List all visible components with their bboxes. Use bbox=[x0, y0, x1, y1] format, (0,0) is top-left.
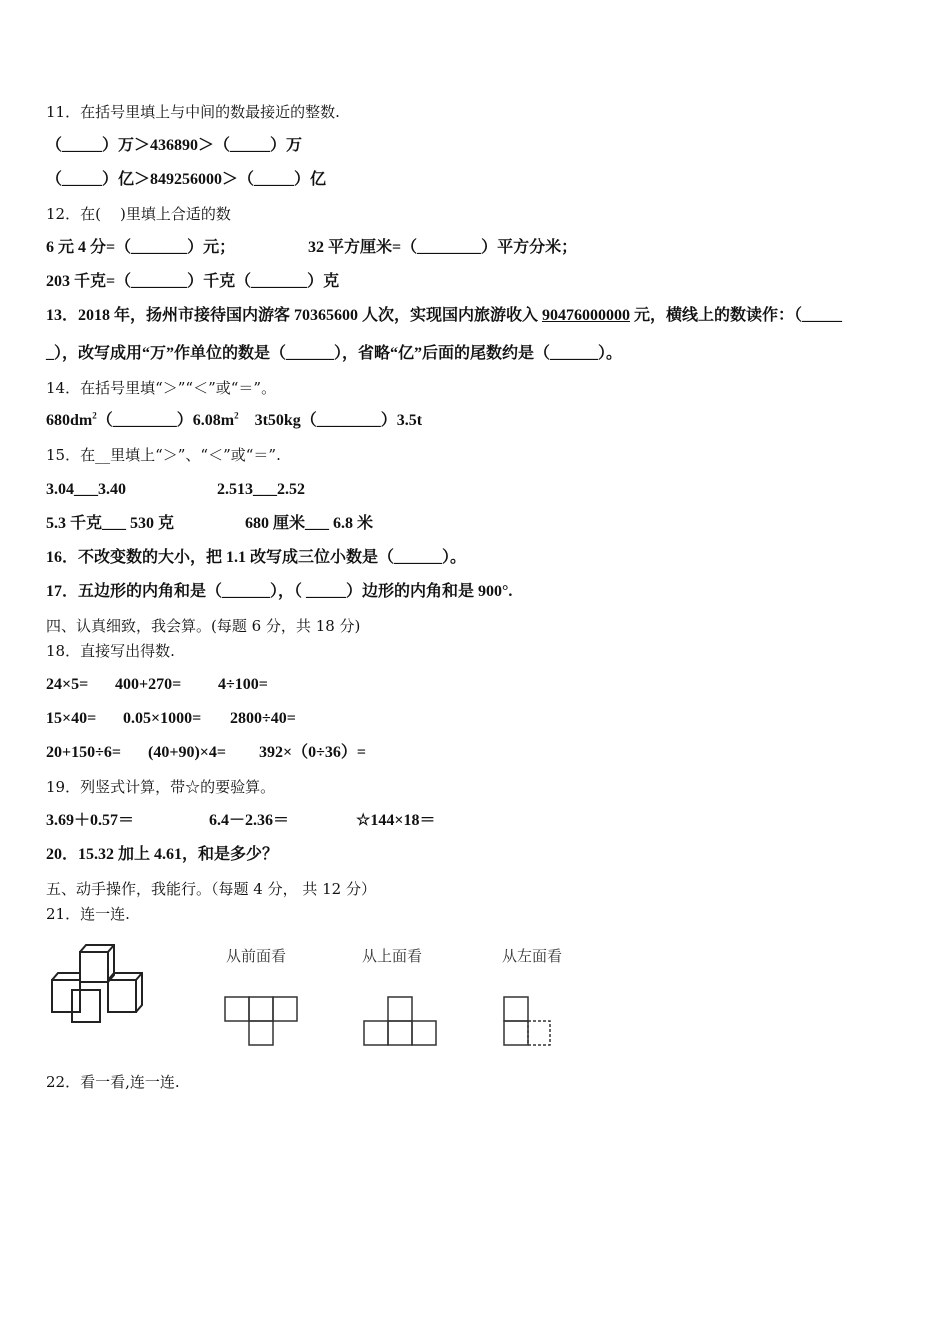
q13-pre: 13．2018 年，扬州市接待国内游客 70365600 人次，实现国内旅游收入 bbox=[46, 307, 543, 324]
section5-title: 五、动手操作，我能行。（每题 4 分， 共 12 分） bbox=[46, 880, 376, 898]
q18-r1-c: 4÷100= bbox=[218, 676, 268, 693]
q19-item-3: ☆144×18＝ bbox=[356, 812, 436, 829]
q14-title: 14．在括号里填“＞”“＜”或“＝”。 bbox=[46, 379, 277, 397]
q14-row bbox=[46, 412, 422, 430]
q12-row1b: 32 平方厘米=（________）平方分米； bbox=[308, 239, 578, 256]
q11-row2: （_____）亿＞849256000＞（_____）亿 bbox=[46, 171, 327, 188]
q17-title: 17．五边形的内角和是（______），（ _____）边形的内角和是 900°. bbox=[46, 583, 513, 600]
label-left-view: 从左面看 bbox=[502, 947, 563, 965]
q16-title: 16．不改变数的大小，把 1.1 改写成三位小数是（______）。 bbox=[46, 549, 467, 566]
q15-b: 2.513___2.52 bbox=[217, 481, 305, 498]
q18-r3-a: 20+150÷6= bbox=[46, 744, 122, 761]
q14-b: 3t50kg（________）3.5t bbox=[254, 412, 423, 429]
q11-title: 11．在括号里填上与中间的数最接近的整数. bbox=[46, 103, 340, 121]
q12-row1a: 6 元 4 分=（_______）元； bbox=[46, 239, 236, 256]
q13-line1 bbox=[46, 307, 842, 325]
q20-title: 20．15.32 加上 4.61，和是多少？ bbox=[46, 846, 279, 863]
label-front-view: 从前面看 bbox=[226, 947, 287, 965]
q13-underlined-number: 90476000000 bbox=[542, 307, 631, 324]
q15-d: 680 厘米___ 6.8 米 bbox=[245, 515, 374, 532]
q19-item-2: 6.4－2.36＝ bbox=[209, 812, 290, 829]
q11-row1: （_____）万＞436890＞（_____）万 bbox=[46, 137, 303, 154]
q12-title: 12．在( )里填上合适的数 bbox=[46, 205, 231, 223]
q18-r1-a: 24×5= bbox=[46, 676, 89, 693]
q18-r2-a: 15×40= bbox=[46, 710, 97, 727]
front-view-shape bbox=[224, 996, 300, 1048]
q19-title: 19．列竖式计算，带☆的要验算。 bbox=[46, 778, 276, 796]
q18-r2-b: 0.05×1000= bbox=[123, 710, 202, 727]
q18-title: 18．直接写出得数. bbox=[46, 642, 175, 660]
q21-title: 21．连一连. bbox=[46, 905, 130, 923]
label-top-view: 从上面看 bbox=[362, 947, 423, 965]
q15-title: 15．在__里填上“＞”、“＜”或“＝”. bbox=[46, 446, 281, 464]
q12-row2: 203 千克=（_______）千克（_______）克 bbox=[46, 273, 340, 290]
q14-a-pre: 680dm bbox=[46, 412, 93, 429]
left-view-shape bbox=[502, 996, 554, 1048]
section4-title: 四、认真细致，我会算。(每题 6 分，共 18 分) bbox=[46, 617, 361, 635]
q18-r3-c: 392×（0÷36）= bbox=[259, 744, 367, 761]
q19-item-1: 3.69＋0.57＝ bbox=[46, 812, 135, 829]
q18-r2-c: 2800÷40= bbox=[230, 710, 296, 727]
cube-stack-figure bbox=[48, 940, 148, 1025]
q14-a-sup2: 2 bbox=[234, 410, 239, 421]
q14-a-sup: 2 bbox=[92, 410, 97, 421]
q14-a-mid: （________）6.08m bbox=[96, 412, 235, 429]
q15-c: 5.3 千克___ 530 克 bbox=[46, 515, 175, 532]
q18-r3-b: (40+90)×4= bbox=[148, 744, 227, 761]
q13-line2: _），改写成用“万”作单位的数是（______），省略“亿”后面的尾数约是（______）。 bbox=[46, 345, 623, 362]
q18-r1-b: 400+270= bbox=[115, 676, 182, 693]
top-view-shape bbox=[362, 996, 440, 1048]
q22-title: 22．看一看,连一连. bbox=[46, 1073, 180, 1091]
q15-a: 3.04___3.40 bbox=[46, 481, 126, 498]
q13-post: 元，横线上的数读作：（_____ bbox=[630, 307, 843, 324]
